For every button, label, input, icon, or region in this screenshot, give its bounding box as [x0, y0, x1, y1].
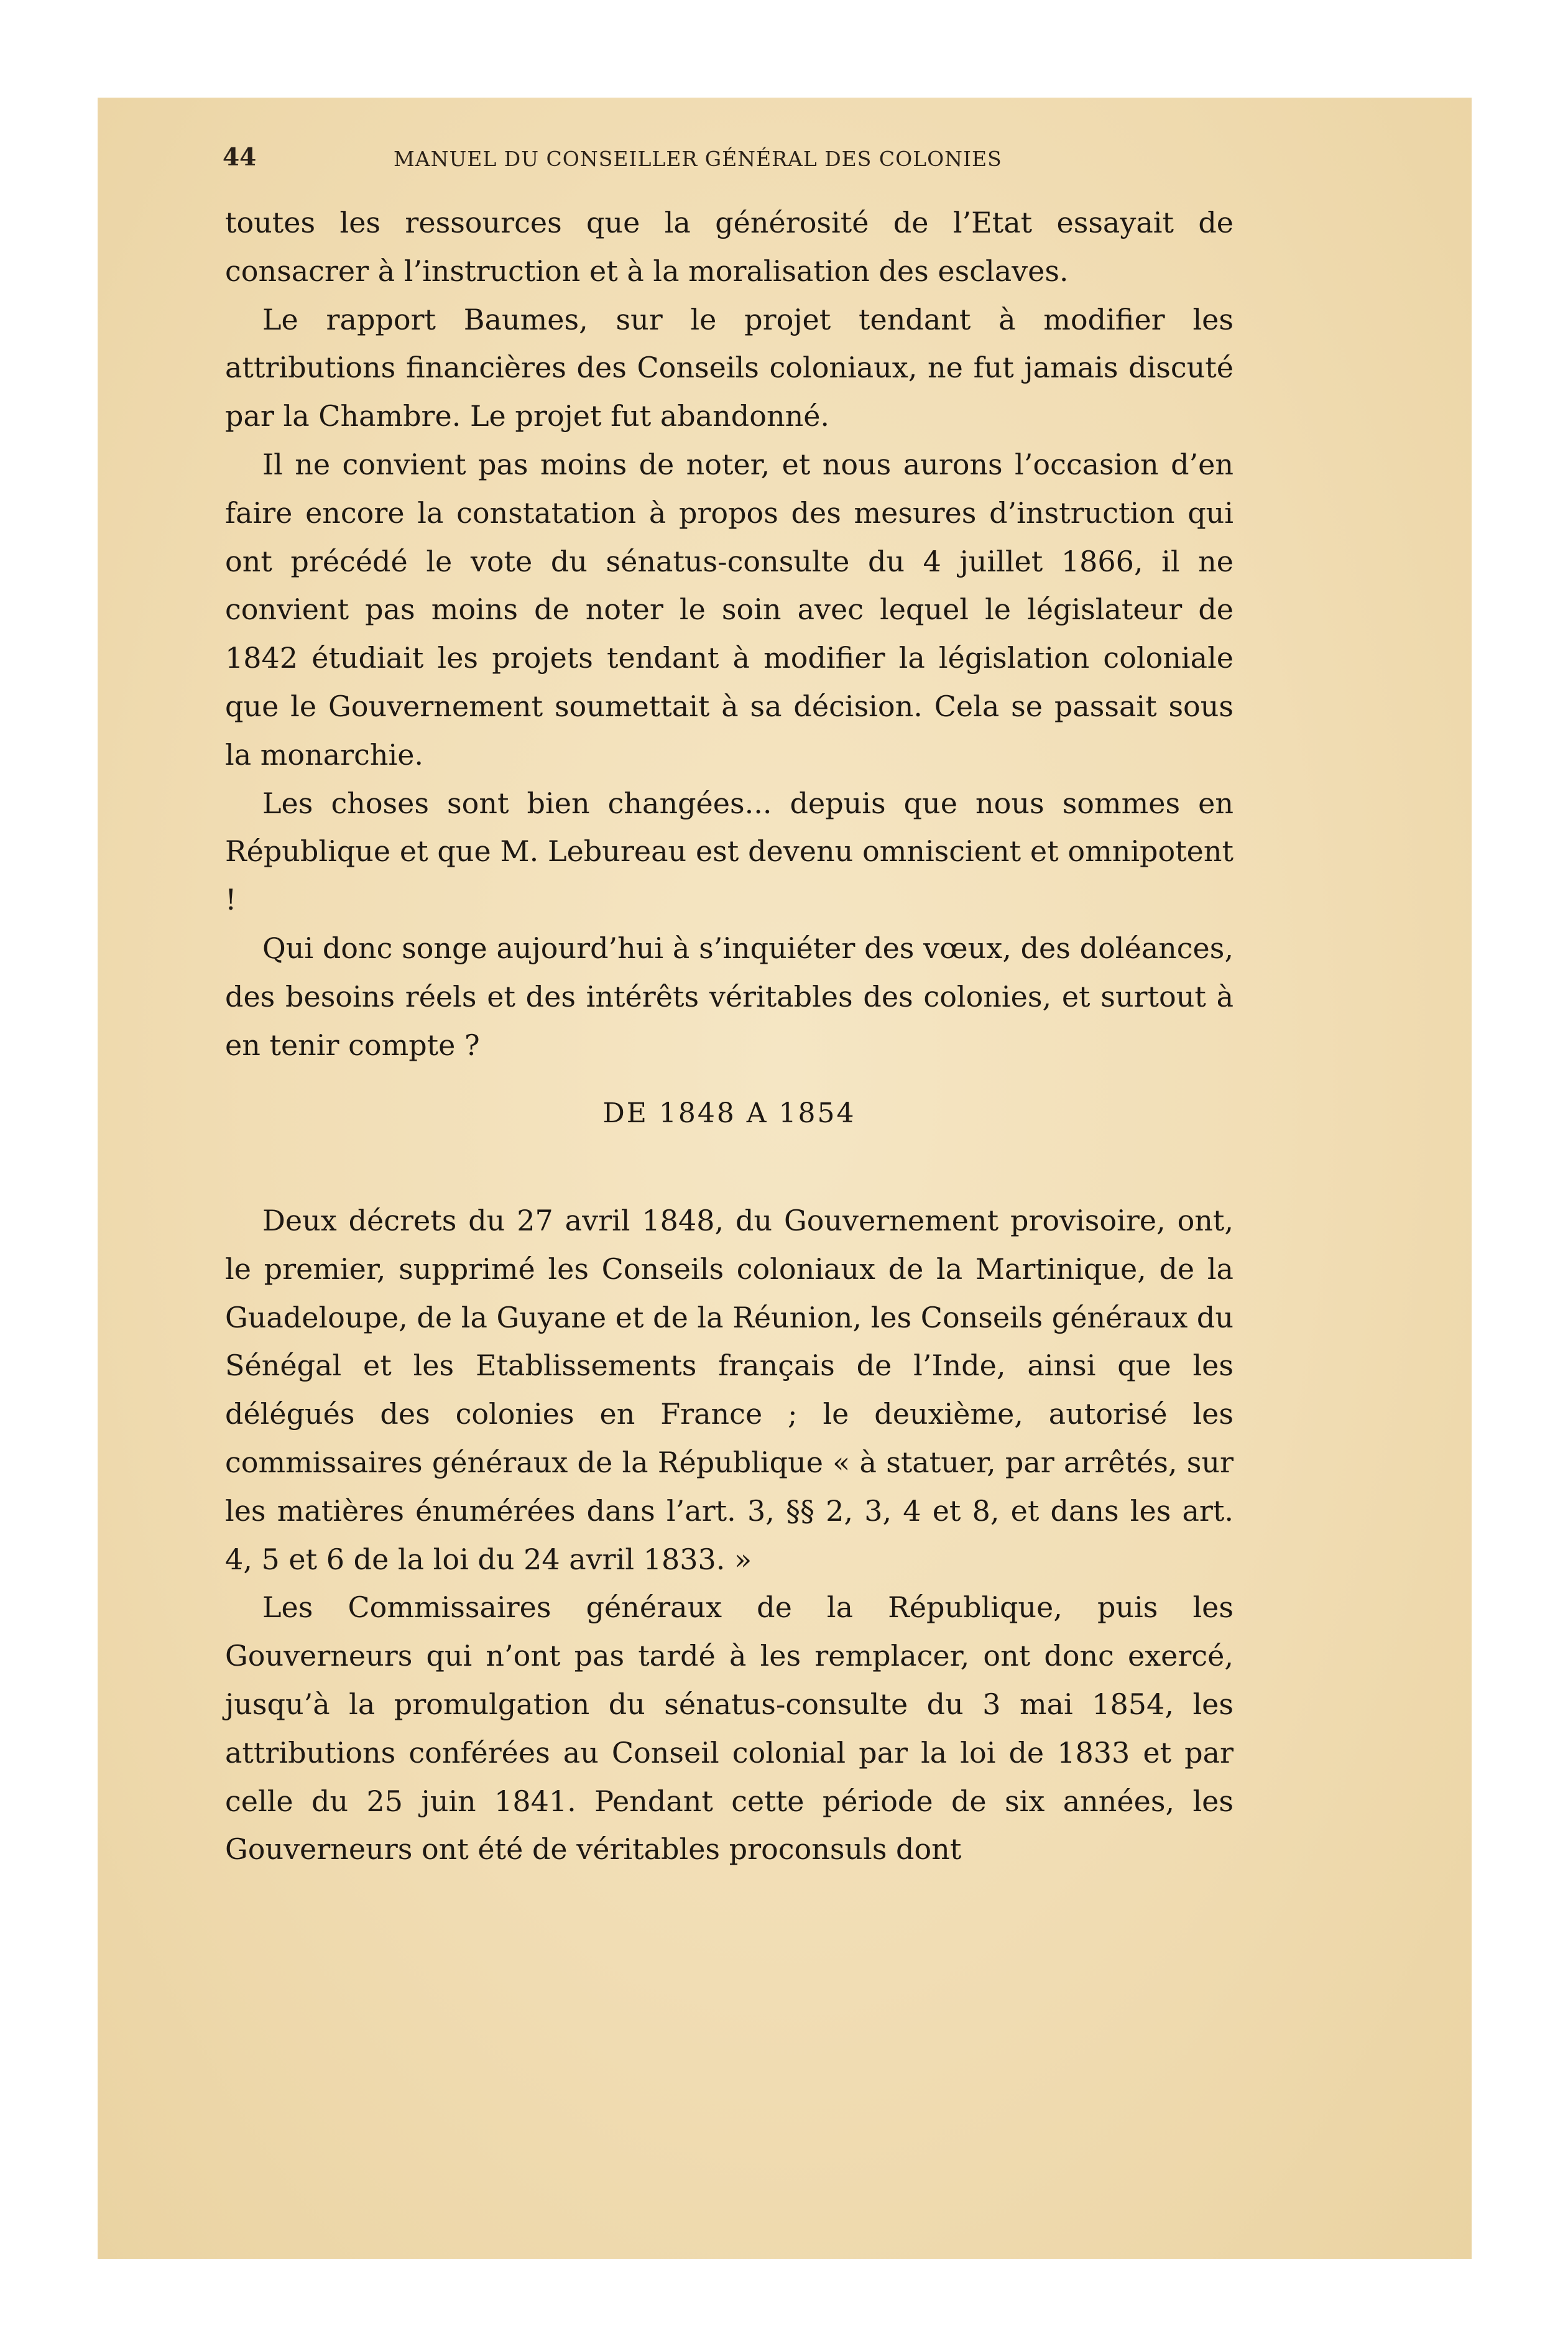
page-header [223, 143, 1233, 180]
body-text-top [225, 199, 1234, 1069]
paragraph: toutes les ressources que la générosité de l’Etat essayait de consacrer à l’instruction et à la moralisation des esclaves. [225, 206, 1234, 288]
paragraph: Deux décrets du 27 avril 1848, du Gouvernement provisoire, ont, le premier, supprimé les Conseils coloniaux de la Martinique, de la Guadeloupe, de la Guyane et de la Réunion, les Conseils généraux du Sénégal et les Etablissements français de l’Inde, ainsi que les délégués des colonies en France ; le deuxième, autorisé les commissaires généraux de la République « à statuer, par arrêtés, sur les matières énumérées dans l’art. 3, §§ 2, 3, 4 et 8, et dans les art. 4, 5 et 6 de la loi du 24 avril 1833. » [225, 1204, 1234, 1576]
paragraph: Qui donc songe aujourd’hui à s’inquiéter des vœux, des doléances, des besoins réels et des intérêts véritables des colonies, et surtout à en tenir compte ? [225, 931, 1234, 1062]
paragraph: Les choses sont bien changées... depuis que nous sommes en République et que M. Lebureau est devenu omniscient et omnipotent ! [225, 786, 1234, 917]
paragraph: Les Commissaires généraux de la République, puis les Gouverneurs qui n’ont pas tardé à les remplacer, ont donc exercé, jusqu’à la promulgation du sénatus-consulte du 3 mai 1854, les attributions conférées au Conseil colonial par la loi de 1833 et par celle du 25 juin 1841. Pendant cette période de six années, les Gouverneurs ont été de véritables proconsuls dont [225, 1590, 1234, 1867]
paragraph: Il ne convient pas moins de noter, et nous aurons l’occasion d’en faire encore la constatation à propos des mesures d’instruction qui ont précédé le vote du sénatus-consulte du 4 juillet 1866, il ne convient pas moins de noter le soin avec lequel le législateur de 1842 étudiait les projets tendant à modifier la législation coloniale que le Gouvernement soumettait à sa décision. Cela se passait sous la monarchie. [225, 447, 1234, 772]
section-heading: DE 1848 A 1854 [602, 1097, 856, 1129]
paragraph: Le rapport Baumes, sur le projet tendant à modifier les attributions financières des Conseils coloniaux, ne fut jamais discuté par la Chambre. Le projet fut abandonné. [225, 302, 1234, 433]
page-number: 44 [223, 143, 257, 172]
body-text-bottom [225, 1197, 1234, 1874]
running-title: MANUEL DU CONSEILLER GÉNÉRAL DES COLONIES [394, 147, 1002, 171]
